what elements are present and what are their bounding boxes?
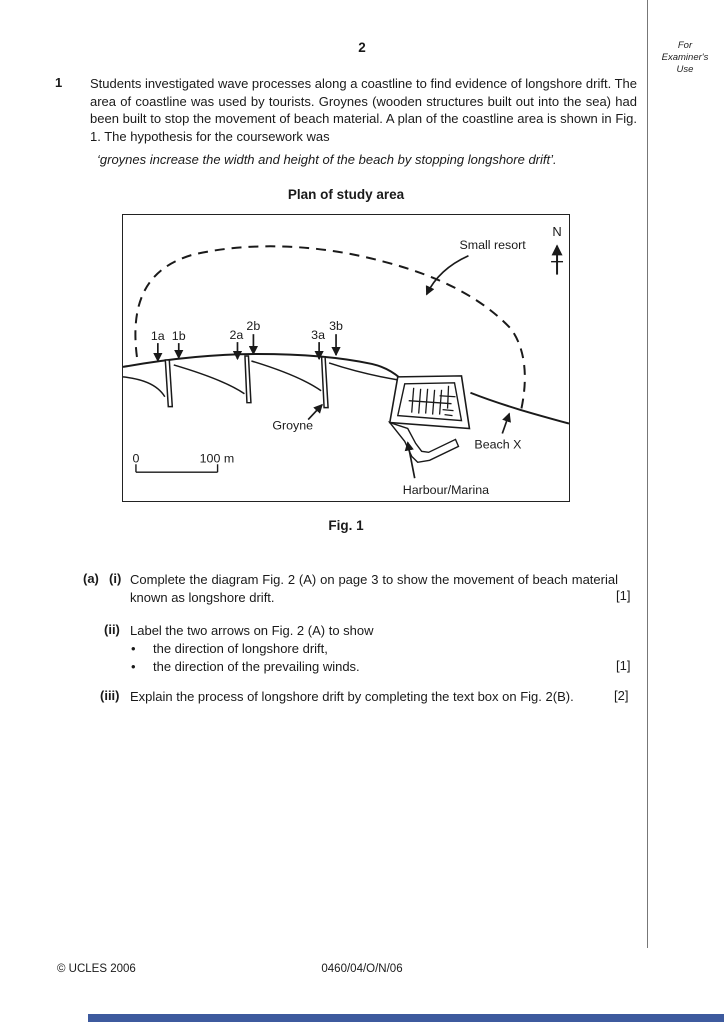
- beach-x-arrow: [502, 414, 509, 434]
- part-ii-bullet-1: [131, 640, 328, 658]
- small-resort-arrow: [427, 256, 469, 295]
- groyne-label-arrow: [308, 405, 322, 420]
- part-ii-marks: [1]: [616, 658, 631, 673]
- part-iii-text: Explain the process of longshore drift by completing the text box on Fig. 2(B).: [130, 689, 574, 704]
- beach-x-label: Beach X: [474, 437, 522, 452]
- copyright-notice: © UCLES 2006: [57, 963, 136, 975]
- groyne-marker-label: 2b: [246, 319, 261, 334]
- examiner-column-divider: [647, 0, 648, 948]
- groyne-1: [165, 360, 172, 407]
- scale-bar: [136, 464, 218, 472]
- coastline-east: [470, 393, 569, 424]
- beach-edge: [174, 365, 245, 394]
- paper-code: 0460/04/O/N/06: [321, 963, 403, 975]
- bullet-text: the direction of the prevailing winds.: [153, 659, 360, 674]
- examiner-use-line: Use: [676, 64, 694, 75]
- groyne-2: [245, 356, 251, 403]
- examiner-use-line: Examiner's: [661, 52, 709, 63]
- page-number: 2: [358, 40, 366, 55]
- part-iii-marks: [2]: [614, 688, 629, 703]
- harbour-breakwater: [390, 423, 459, 463]
- question-number: 1: [55, 75, 63, 90]
- fig1-diagram: [123, 215, 569, 501]
- figure-frame: [122, 214, 570, 502]
- part-i-label: (i): [109, 571, 122, 586]
- examiner-use-line: For: [677, 40, 693, 51]
- hypothesis-quote: ‘groynes increase the width and height of the beach by stopping longshore drift’.: [97, 152, 557, 167]
- part-ii-text: Label the two arrows on Fig. 2 (A) to show: [130, 623, 374, 638]
- part-ii-bullet-2: [131, 658, 360, 676]
- beach-edge: [123, 377, 165, 397]
- part-i-marks: [1]: [616, 588, 631, 603]
- beach-edge: [251, 361, 321, 391]
- examiner-use-note: [649, 40, 721, 76]
- scale-distance-label: 100 m: [199, 451, 235, 466]
- part-iii-label: (iii): [100, 688, 120, 703]
- figure-caption: Fig. 1: [328, 518, 364, 533]
- scale-zero-label: 0: [132, 451, 140, 466]
- groyne-marker-label: 3a: [311, 328, 325, 343]
- beach-edge: [329, 363, 398, 380]
- groyne-marker-label: 2a: [229, 328, 244, 343]
- groyne-marker-label: 3b: [329, 319, 343, 334]
- groyne-3: [322, 357, 328, 408]
- part-ii-label: (ii): [104, 622, 120, 637]
- groyne-marker-label: 1b: [171, 329, 186, 344]
- north-label: N: [552, 223, 562, 239]
- bullet-icon: •: [131, 641, 136, 656]
- north-arrow-icon: [551, 246, 563, 275]
- groyne-marker-label: 1a: [150, 329, 165, 344]
- bottom-window-bar: [88, 1014, 724, 1022]
- part-i-text: Complete the diagram Fig. 2 (A) on page 3 to show the movement of beach material known as longshore drift.: [130, 572, 618, 605]
- bullet-text: the direction of longshore drift,: [153, 641, 328, 656]
- question-intro: Students investigated wave processes along a coastline to find evidence of longshore drift. The area of coastline was used by tourists. Groynes (wooden structures built out into the sea) had been built to stop the movement of beach material. A plan of the coastline area is shown in Fig. 1. The hypothesis for the coursework was: [90, 76, 637, 144]
- small-resort-label: Small resort: [459, 237, 526, 252]
- figure-title: Plan of study area: [287, 187, 405, 202]
- groyne-label: Groyne: [272, 418, 314, 433]
- harbour-label: Harbour/Marina: [402, 483, 490, 498]
- coastline-west: [123, 354, 400, 378]
- bullet-icon: •: [131, 659, 136, 674]
- part-a-label: (a): [83, 571, 99, 586]
